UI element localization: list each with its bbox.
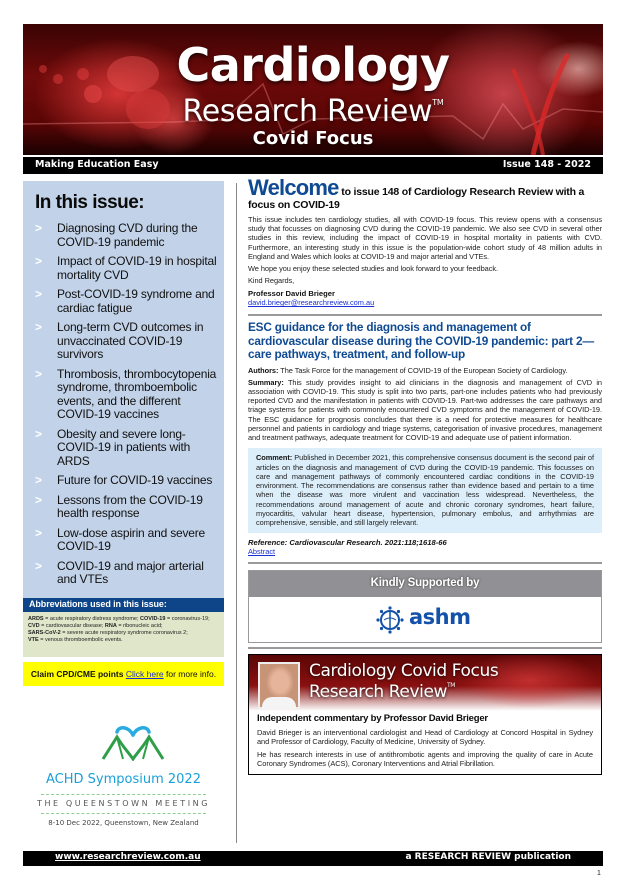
article-summary: Summary: This study provides insight to aid clinicians in the diagnosis and management of CVD in association with COVID-19. This study is split into two parts, part-one includes patients who had previously reported CVD and the manifestation in patients with COVID-19. Part-two addresses the care pathways and triage systems for patients with commonly encountered CVD symptoms and the management of COVID-19. The ESC guidance for prognosis concludes that there is a need for protective measures for healthcare personnel and patients in cardiology and triage systems, categorisation of invasive procedures, management and treatment pathways, adequate treatment for COVID-19 and adequate use of patient information. xyxy=(248,377,602,443)
sponsor-logo-area[interactable] xyxy=(249,597,601,642)
signature-email-link[interactable]: david.brieger@researchreview.com.au xyxy=(248,298,375,308)
cpd-click-here-link[interactable]: Click here xyxy=(125,669,164,679)
article-comment: Comment: Published in December 2021, this comprehensive consensus document is the second pair of articles on the diagnosis and management of CVD during the COVID-19 pandemic. This focusses on care and management pathways of commonly encountered cardiac conditions in the COVID-19 environment. The recommendations are consensus rather than evidence based and pertain to a time when the disease was more virulent and vaccination less widespread. Nevertheless, the recommendations around management of acute and chronic coronary syndromes, heart failure, myocarditis, valvular heart disease, hypertension, pulmonary embolus, and arrhythmias are comprehensive, sensible, and still largely relevant. xyxy=(256,453,594,528)
footer-bar xyxy=(23,851,603,866)
masthead-subtitle: Research Review™ xyxy=(182,94,444,129)
abbreviations-heading: Abbreviations used in this issue: xyxy=(23,598,224,612)
toc-item[interactable]: > Impact of COVID-19 in hospital mortality CVD xyxy=(35,254,217,282)
toc-item[interactable]: > Lessons from the COVID-19 health response xyxy=(35,492,203,520)
toc-item[interactable]: > Thrombosis, thrombocytopenia syndrome, thromboembolic events, and the different COVID-19 vaccines xyxy=(35,366,217,421)
toc-item[interactable]: > COVID-19 and major arterial and VTEs xyxy=(35,558,204,586)
toc-item[interactable]: > Post-COVID-19 syndrome and cardiac fatigue xyxy=(35,287,215,315)
section-divider xyxy=(248,314,602,316)
achd-title: ACHD Symposium 2022 xyxy=(46,772,201,787)
chevron-right-icon: > xyxy=(35,492,42,507)
comment-box xyxy=(248,448,602,532)
welcome-closing: Kind Regards, xyxy=(248,276,295,286)
main-column xyxy=(248,175,602,775)
abbreviations-box xyxy=(23,598,224,656)
chevron-right-icon: > xyxy=(35,558,42,573)
chevron-right-icon: > xyxy=(35,525,42,540)
issue-number: Issue 148 - 2022 xyxy=(502,159,591,170)
achd-symposium-ad[interactable] xyxy=(23,700,224,845)
publisher-label: a RESEARCH REVIEW publication xyxy=(405,852,571,862)
chevron-right-icon: > xyxy=(35,221,42,235)
author-photo xyxy=(258,662,300,709)
article-authors: Authors: The Task Force for the management of COVID-19 of the European Society of Cardiology. xyxy=(248,365,568,375)
ashm-wordmark: ashm xyxy=(409,604,471,629)
heart-mountain-logo-icon xyxy=(101,723,165,761)
masthead-banner xyxy=(23,24,603,155)
section-divider xyxy=(248,562,602,564)
chevron-right-icon: > xyxy=(35,287,42,301)
commentary-banner-title: Cardiology Covid Focus xyxy=(309,660,499,681)
cpd-label: Claim CPD/CME points xyxy=(30,669,124,679)
masthead-title: Cardiology xyxy=(176,38,450,92)
masthead-focus: Covid Focus xyxy=(252,128,374,149)
ashm-globe-logo-icon xyxy=(376,606,404,634)
toc-item[interactable]: > Diagnosing CVD during the COVID-19 pandemic xyxy=(35,221,198,249)
toc-item[interactable]: > Obesity and severe long-COVID-19 in patients with ARDS xyxy=(35,426,191,468)
divider xyxy=(41,813,206,814)
chevron-right-icon: > xyxy=(35,426,42,441)
welcome-paragraph: This issue includes ten cardiology studies, all with COVID-19 focus. This review opens with a consensus study that focusses on diagnosing CVD during the COVID-19 pandemic. We also see CVD in several other studies in this review, including the impact of COVID-19 in hospital mortality in patients with CVD. Furthermore, an interesting study in this issue is the population-wide cohort study of 48 million adults in England and Wales which looks at COVID-19 and major arterial and VTEs. xyxy=(248,215,602,261)
toc-item[interactable]: > Long-term CVD outcomes in unvaccinated COVID-19 survivors xyxy=(35,320,204,361)
chevron-right-icon: > xyxy=(35,473,42,487)
commentary-paragraph: David Brieger is an interventional cardiologist and Head of Cardiology at Concord Hospital in Sydney and Professor of Cardiology, Faculty of Medicine, University of Sydney. xyxy=(257,727,593,746)
sponsor-heading: Kindly Supported by xyxy=(249,571,601,597)
cpd-claim-box xyxy=(23,662,224,686)
column-divider xyxy=(236,183,237,843)
sponsor-box xyxy=(248,570,602,643)
website-link[interactable]: www.researchreview.com.au xyxy=(55,852,201,862)
article-reference: Reference: Cardiovascular Research. 2021:118;1618-66 xyxy=(248,537,447,547)
cpd-more-info: for more info. xyxy=(166,669,217,679)
toc-title: In this issue: xyxy=(35,192,145,213)
section-divider xyxy=(248,647,602,649)
tagline: Making Education Easy xyxy=(35,159,159,170)
toc-item[interactable]: > Future for COVID-19 vaccines xyxy=(35,473,213,487)
achd-date: 8-10 Dec 2022, Queenstown, New Zealand xyxy=(48,819,199,827)
chevron-right-icon: > xyxy=(35,254,42,268)
tagline-bar xyxy=(23,157,603,174)
commentary-paragraph: He has research interests in use of antithrombotic agents and improving the quality of care in Acute Coronary Syndromes (ACS), Coronary Interventions and Atrial Fibrillation. xyxy=(257,750,593,769)
signature-name: Professor David Brieger xyxy=(248,289,335,299)
in-this-issue-panel xyxy=(23,181,224,598)
toc-item[interactable]: > Low-dose aspirin and severe COVID-19 xyxy=(35,525,206,553)
abstract-link[interactable]: Abstract xyxy=(248,546,276,556)
abbreviations-list: ARDS = acute respiratory distress syndrome; COVID-19 = coronavirus-19; CVD = cardiovascular disease; RNA = ribonucleic acid; SARS-CoV-2 = severe acute respiratory syndrome coronavirus 2; VTE = venous thromboembolic events. xyxy=(23,612,224,657)
commentary-heading: Independent commentary by Professor David Brieger xyxy=(257,712,488,724)
page-number: 1 xyxy=(597,870,601,877)
commentary-banner-subtitle: Research Review™ xyxy=(309,681,456,702)
welcome-paragraph: We hope you enjoy these selected studies and look forward to your feedback. xyxy=(248,264,499,274)
article-title: ESC guidance for the diagnosis and management of cardiovascular disease during the COVID-19 pandemic: part 2—care pathways, treatment, and follow-up xyxy=(248,320,594,362)
achd-subtitle: THE QUEENSTOWN MEETING xyxy=(36,799,211,808)
chevron-right-icon: > xyxy=(35,366,42,381)
chevron-right-icon: > xyxy=(35,320,42,334)
commentary-banner xyxy=(249,655,601,711)
divider xyxy=(41,794,206,795)
commentary-box xyxy=(248,654,602,776)
toc-list xyxy=(31,222,221,593)
welcome-heading: Welcome to issue 148 of Cardiology Research Review with a focus on COVID-19 xyxy=(248,175,585,211)
